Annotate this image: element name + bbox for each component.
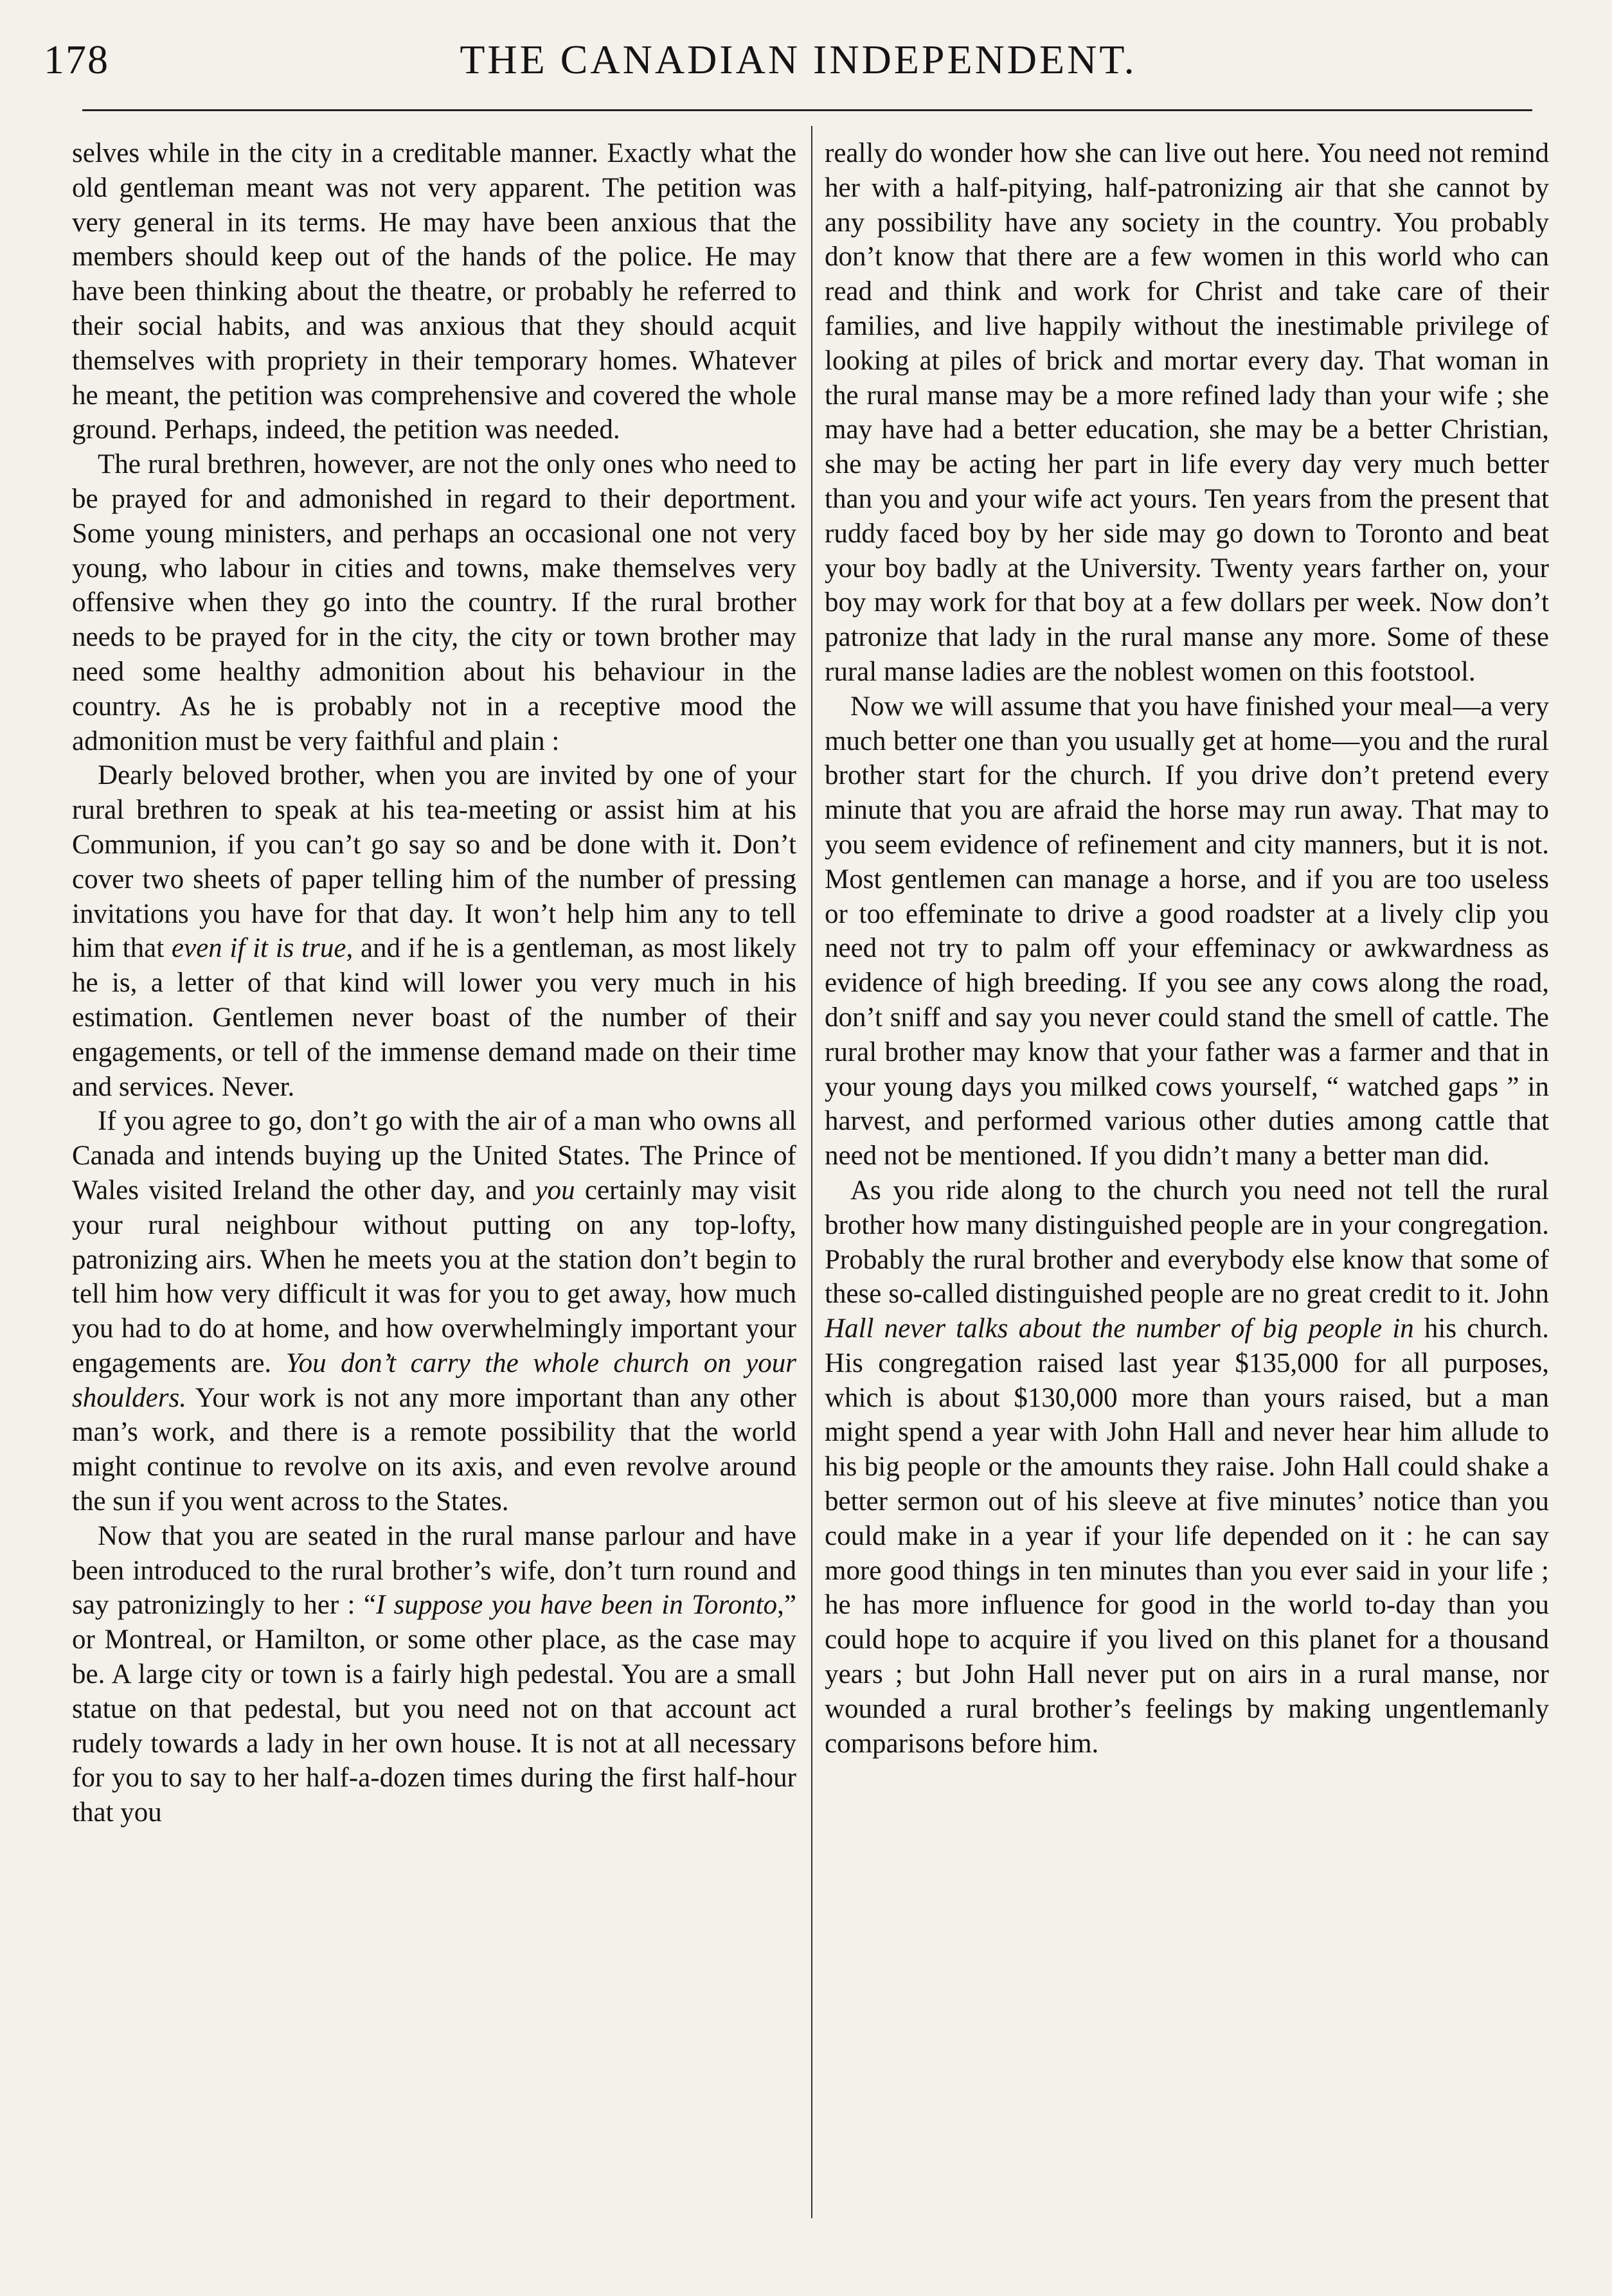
journal-title: THE CANADIAN INDEPENDENT. — [460, 37, 1137, 82]
paragraph: If you agree to go, don’t go with the air of a man who owns all Canada and intends buying up the United States. The Prince of Wales visited Ireland the other day, and you certainly may visit your rural neighbour without putting on any top-lofty, patronizing airs. When he meets you at the station don’t begin to tell him how very difficult it was for you to get away, how much you had to do at home, and how overwhelmingly important your engagements are. You don’t carry the whole church on your shoulders. Your work is not any more important than any other man’s work, and there is a remote possibility that the world might continue to revolve on its axis, and even revolve around the sun if you went across to the States. — [72, 1106, 797, 1517]
paragraph: As you ride along to the church you need not tell the rural brother how many distinguished people are in your congregation. Probably the rural brother and everybody else know that some of these so-called distinguished people are no great credit to it. John Hall never talks about the number of big people in his church. His congregation raised last year $135,000 for all purposes, which is about $130,000 more than yours raised, but a man might spend a year with John Hall and never hear him allude to his big people or the amounts they raise. John Hall could shake a better sermon out of his sleeve at five minutes’ notice than you could make in a year if your life depended on it : he can say more good things in ten minutes than you ever said in your life ; he has more influence for good in the world to-day than you could hope to acquire if you lived on this planet for a thousand years ; but John Hall never put on airs in a rural manse, nor wounded a rural brother’s feelings by making ungentlemanly comparisons before him. — [825, 1175, 1549, 1759]
header-rule — [82, 109, 1532, 111]
paragraph: Now we will assume that you have finished your meal—a very much better one than you usually get at home—you and the rural brother start for the church. If you drive don’t pretend every minute that you are afraid the horse may run away. That may to you seem evidence of refinement and city manners, but it is not. Most gentlemen can manage a horse, and if you are too useless or too effeminate to drive a good roadster at a lively clip you need not try to palm off your effeminacy or awkwardness as evidence of high breeding. If you see any cows along the road, don’t sniff and say you never could stand the smell of cattle. The rural brother may know that your father was a farmer and that in your young days you milked cows yourself, “ watched gaps ” in harvest, and performed various other duties among cattle that need not be mentioned. If you didn’t many a better man did. — [825, 691, 1549, 1171]
paragraph: Now that you are seated in the rural manse parlour and have been introduced to the rural brother’s wife, don’t turn round and say patronizingly to her : “I suppose you have been in Toronto,” or Montreal, or Hamilton, or some other place, as the case may be. A large city or town is a fairly high pedestal. You are a small statue on that pedestal, but you need not on that account act rudely towards a lady in her own house. It is not at all necessary for you to say to her half-a-dozen times during the first half-hour that you — [72, 1520, 796, 1828]
paragraph: selves while in the city in a creditable manner. Exactly what the old gentleman meant was not very apparent. The petition was very general in its terms. He may have been anxious that the members should keep out of the hands of the police. He may have been thinking about the theatre, or probably he referred to their social habits, and was anxious that they should acquit themselves with propriety in their temporary homes. Whatever he meant, the petition was comprehensive and covered the whole ground. Perhaps, indeed, the petition was needed. — [72, 138, 796, 445]
paragraph: Dearly beloved brother, when you are invited by one of your rural brethren to speak at his tea-meeting or assist him at his Communion, if you can’t go say so and be done with it. Don’t cover two sheets of paper telling him of the number of pressing invitations you have for that day. It won’t help him any to tell him that even if it is true, and if he is a gentleman, as most likely he is, a letter of that kind will lower you very much in his estimation. Gentlemen never boast of the number of their engagements, or tell of the immense demand made on their time and services. Never. — [72, 760, 796, 1102]
emphasis: I suppose you have been in Toronto — [375, 1590, 778, 1621]
right-column — [825, 136, 1549, 1761]
emphasis: even if it is true — [171, 933, 346, 964]
page-number: 178 — [44, 37, 109, 82]
paragraph: really do wonder how she can live out here. You need not remind her with a half-pitying, half-patronizing air that she cannot by any possibility have any society in the country. You probably don’t know that there are a few women in this world who can read and think and work for Christ and take care of their families, and live happily without the inestimable privilege of looking at piles of brick and mortar every day. That woman in the rural manse may be a more refined lady than your wife ; she may have had a better education, she may be a better Christian, she may be acting her part in life every day very much better than you and your wife act yours. Ten years from the present that ruddy faced boy by her side may go down to Toronto and beat your boy badly at the University. Twenty years farther on, your boy may work for that boy at a few dollars per week. Now don’t patronize that lady in the rural manse any more. Some of these rural manse ladies are the noblest women on this footstool. — [825, 138, 1549, 687]
paragraph: The rural brethren, however, are not the only ones who need to be prayed for and admonished in regard to their deportment. Some young ministers, and perhaps an occasional one not very young, who labour in cities and towns, make themselves very offensive when they go into the country. If the rural brother needs to be prayed for in the city, the city or town brother may need some healthy admonition about his behaviour in the country. As he is probably not in a receptive mood the admonition must be very faithful and plain : — [72, 449, 796, 756]
emphasis: You don’t carry the whole church on your shoulders. — [72, 1348, 796, 1413]
emphasis: you — [535, 1175, 575, 1206]
page-header — [41, 32, 1555, 84]
column-divider — [811, 126, 812, 2218]
left-column — [72, 136, 796, 1830]
emphasis: Hall never talks about the number of big people in — [825, 1313, 1414, 1344]
